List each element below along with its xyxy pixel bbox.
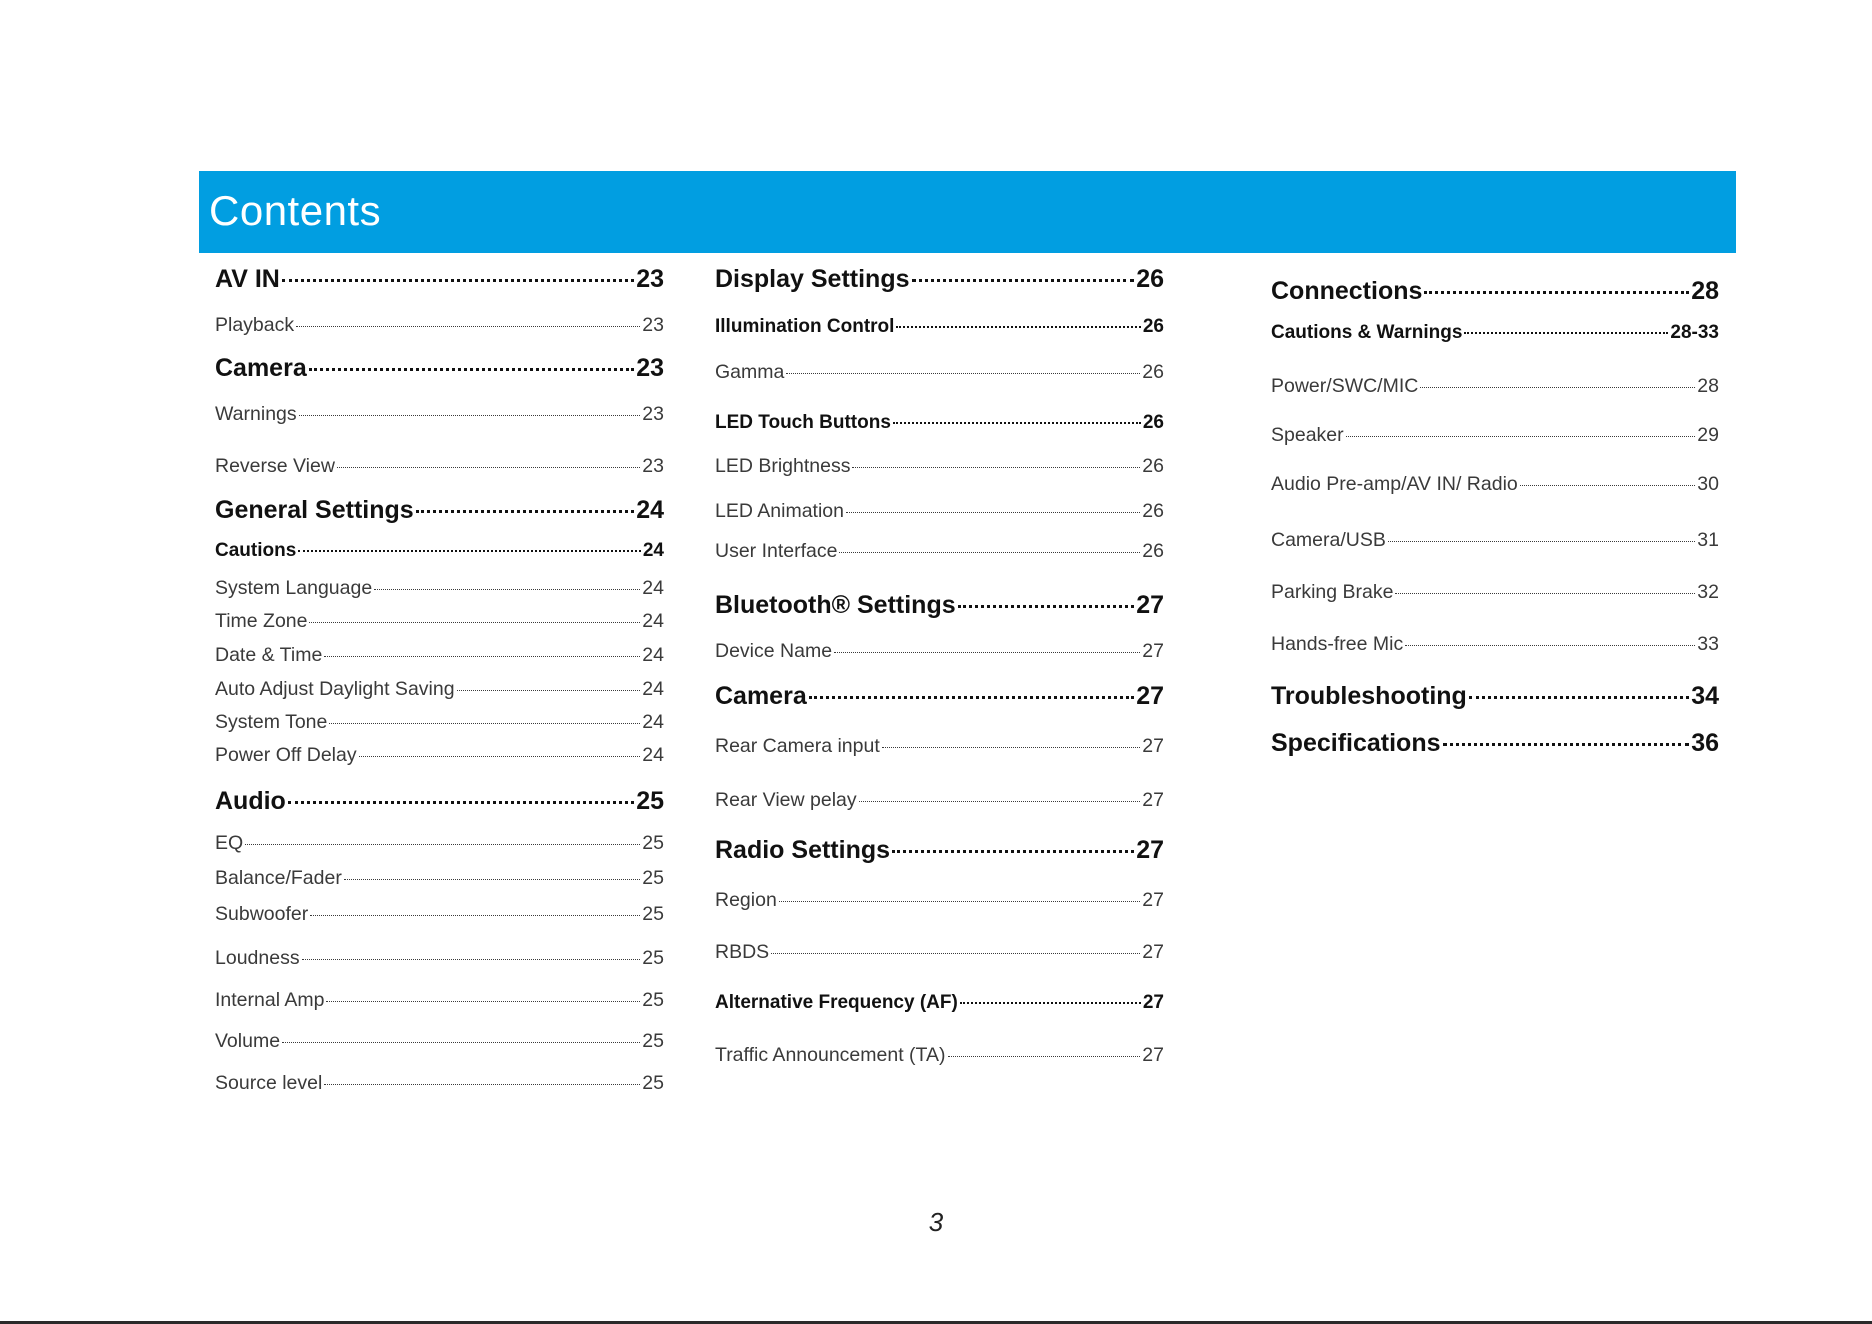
toc-entry-label: Region (715, 889, 777, 911)
toc-entry-page: 25 (642, 832, 664, 854)
toc-entry-page: 27 (1142, 889, 1164, 911)
toc-entry-label: Connections (1271, 277, 1423, 305)
toc-entry-page: 27 (1142, 1044, 1164, 1066)
toc-entry-page: 31 (1697, 529, 1719, 551)
toc-entry-page: 36 (1691, 729, 1719, 757)
toc-entry-page: 30 (1697, 473, 1719, 495)
toc-entry-label: Specifications (1271, 729, 1441, 757)
toc-entry-page: 25 (642, 947, 664, 969)
toc-entry-label: Illumination Control (715, 316, 895, 337)
dot-leader (457, 690, 641, 691)
toc-entry-page: 27 (1136, 682, 1164, 710)
toc-entry-page: 23 (636, 354, 664, 382)
dot-leader (337, 467, 640, 468)
toc-entry[interactable] (715, 735, 1164, 758)
toc-column-3 (1271, 265, 1719, 1095)
toc-entry-label: Troubleshooting (1271, 682, 1467, 710)
toc-entry-page: 33 (1697, 633, 1719, 655)
toc-entry-page: 28 (1691, 277, 1719, 305)
toc-entry[interactable] (715, 455, 1164, 478)
toc-entry-label: Display Settings (715, 265, 910, 293)
toc-entry-page: 26 (1142, 455, 1164, 477)
dot-leader (852, 467, 1140, 468)
dot-leader (1420, 387, 1695, 388)
toc-entry-label: Cautions & Warnings (1271, 322, 1463, 343)
toc-entry[interactable] (215, 711, 664, 734)
dot-leader (846, 512, 1140, 513)
toc-entry-page: 24 (642, 744, 664, 766)
toc-entry-page: 25 (642, 867, 664, 889)
toc-entry-label: Device Name (715, 640, 833, 662)
toc-entry-label: EQ (215, 832, 244, 854)
toc-entry-label: Gamma (715, 361, 785, 383)
dot-leader (309, 368, 634, 371)
dot-leader (1424, 291, 1689, 294)
toc-entry-label: Audio Pre-amp/AV IN/ Radio (1271, 473, 1518, 495)
dot-leader (1469, 696, 1689, 699)
toc-entry[interactable] (715, 789, 1164, 812)
toc-entry[interactable] (215, 540, 664, 562)
dot-leader (302, 959, 641, 960)
dot-leader (310, 915, 640, 916)
toc-entry[interactable] (715, 412, 1164, 434)
dot-leader (786, 373, 1140, 374)
toc-entry-label: Reverse View (215, 455, 335, 477)
dot-leader (896, 326, 1140, 328)
toc-entry[interactable] (715, 992, 1164, 1014)
toc-entry-page: 23 (642, 314, 664, 336)
toc-entry[interactable] (215, 644, 664, 667)
toc-entry-page: 25 (642, 1030, 664, 1052)
toc-entry[interactable] (215, 989, 664, 1012)
toc-entry-page: 24 (642, 610, 664, 632)
dot-leader (329, 723, 640, 724)
toc-entry-label: General Settings (215, 496, 414, 524)
toc-entry[interactable] (215, 678, 664, 701)
dot-leader (299, 415, 641, 416)
toc-entry[interactable] (1271, 682, 1719, 711)
toc-entry-page: 28 (1697, 375, 1719, 397)
dot-leader (296, 326, 640, 327)
dot-leader (416, 510, 635, 513)
toc-entry-label: Traffic Announcement (TA) (715, 1044, 946, 1066)
dot-leader (1405, 645, 1695, 646)
dot-leader (779, 901, 1141, 902)
dot-leader (809, 696, 1134, 699)
toc-entry[interactable] (715, 591, 1164, 620)
toc-entry-page: 27 (1142, 735, 1164, 757)
toc-entry-page: 27 (1142, 992, 1164, 1013)
toc-column-1 (215, 265, 664, 1095)
toc-entry-label: Volume (215, 1030, 281, 1052)
toc-entry[interactable] (215, 1030, 664, 1053)
toc-entry[interactable] (215, 455, 664, 478)
page-title: Contents (209, 187, 382, 234)
dot-leader (893, 422, 1141, 424)
toc-entry-page: 26 (1142, 500, 1164, 522)
dot-leader (958, 605, 1135, 608)
toc-entry[interactable] (1271, 581, 1719, 604)
toc-entry-page: 27 (1142, 789, 1164, 811)
dot-leader (1520, 485, 1696, 486)
toc-entry-label: LED Brightness (715, 455, 851, 477)
dot-leader (771, 953, 1140, 954)
dot-leader (282, 279, 634, 282)
toc-entry[interactable] (215, 354, 664, 383)
toc-entry[interactable] (1271, 322, 1719, 344)
toc-entry-label: AV IN (215, 265, 280, 293)
dot-leader (1388, 541, 1695, 542)
dot-leader (359, 756, 641, 757)
toc-entry[interactable] (215, 577, 664, 600)
dot-leader (324, 1084, 640, 1085)
toc-entry-page: 34 (1691, 682, 1719, 710)
toc-entry-label: LED Touch Buttons (715, 412, 891, 433)
toc-entry[interactable] (215, 314, 664, 337)
toc-entry[interactable] (215, 1072, 664, 1095)
dot-leader (245, 844, 640, 845)
dot-leader (1395, 593, 1695, 594)
dot-leader (298, 550, 641, 552)
dot-leader (834, 652, 1140, 653)
dot-leader (882, 747, 1141, 748)
toc-entry[interactable] (215, 744, 664, 767)
toc-entry[interactable] (715, 1044, 1164, 1067)
dot-leader (912, 279, 1135, 282)
dot-leader (948, 1056, 1141, 1057)
dot-leader (309, 622, 640, 623)
dot-leader (1464, 332, 1668, 334)
toc-entry[interactable] (1271, 529, 1719, 552)
toc-entry-page: 23 (642, 403, 664, 425)
toc-entry-page: 25 (636, 787, 664, 815)
toc-entry-label: System Tone (215, 711, 328, 733)
dot-leader (960, 1002, 1141, 1004)
toc-entry-page: 26 (1142, 540, 1164, 562)
toc-entry[interactable] (215, 610, 664, 633)
toc-entry[interactable] (1271, 375, 1719, 398)
toc-entry[interactable] (215, 947, 664, 970)
toc-entry-page: 26 (1142, 316, 1164, 337)
toc-entry-page: 29 (1697, 424, 1719, 446)
toc-entry-page: 32 (1697, 581, 1719, 603)
toc-entry-page: 24 (642, 540, 664, 561)
toc-entry-page: 24 (642, 644, 664, 666)
dot-leader (344, 879, 640, 880)
dot-leader (326, 1001, 640, 1002)
toc-entry-label: Parking Brake (1271, 581, 1394, 603)
dot-leader (839, 552, 1140, 553)
toc-entry-page: 26 (1142, 412, 1164, 433)
toc-entry-label: Warnings (215, 403, 297, 425)
toc-entry-page: 24 (642, 711, 664, 733)
toc-entry-page: 23 (642, 455, 664, 477)
toc-entry[interactable] (715, 889, 1164, 912)
contents-banner (199, 171, 1736, 253)
toc-entry-label: Radio Settings (715, 836, 891, 864)
toc-entry-label: Camera/USB (1271, 529, 1386, 551)
toc-entry-label: Balance/Fader (215, 867, 342, 889)
toc-entry-page: 24 (636, 496, 664, 524)
toc-entry-page: 27 (1142, 941, 1164, 963)
toc-entry[interactable] (215, 867, 664, 890)
toc-entry[interactable] (215, 832, 664, 855)
toc-entry[interactable] (715, 682, 1164, 711)
toc-entry[interactable] (215, 903, 664, 926)
toc-entry[interactable] (1271, 277, 1719, 306)
toc-entry-label: User Interface (715, 540, 838, 562)
toc-entry-page: 24 (642, 577, 664, 599)
toc-entry-label: Camera (215, 354, 307, 382)
toc-entry-page: 27 (1142, 640, 1164, 662)
toc-entry-label: Cautions (215, 540, 297, 561)
toc-column-2 (715, 265, 1164, 1095)
toc-entry[interactable] (715, 941, 1164, 964)
dot-leader (859, 801, 1141, 802)
toc-entry-page: 23 (636, 265, 664, 293)
dot-leader (892, 850, 1134, 853)
toc-entry[interactable] (715, 500, 1164, 523)
toc-entry-label: Bluetooth® Settings (715, 591, 956, 619)
toc-entry-page: 25 (642, 903, 664, 925)
toc-entry-label: LED Animation (715, 500, 844, 522)
toc-entry[interactable] (715, 265, 1164, 294)
toc-entry-page: 28-33 (1670, 322, 1719, 343)
toc-entry[interactable] (215, 496, 664, 525)
toc-entry-label: Alternative Frequency (AF) (715, 992, 958, 1013)
dot-leader (374, 589, 640, 590)
toc-entry-page: 26 (1136, 265, 1164, 293)
toc-entry[interactable] (1271, 729, 1719, 758)
toc-entry-label: Subwoofer (215, 903, 309, 925)
toc-entry-label: Auto Adjust Daylight Saving (215, 678, 455, 700)
toc-entry-page: 27 (1136, 591, 1164, 619)
toc-entry-label: Power Off Delay (215, 744, 357, 766)
dot-leader (1443, 743, 1690, 746)
toc-entry-page: 25 (642, 1072, 664, 1094)
dot-leader (288, 801, 634, 804)
toc-entry-label: Internal Amp (215, 989, 325, 1011)
toc-entry-label: Loudness (215, 947, 300, 969)
toc-entry[interactable] (715, 540, 1164, 563)
toc-entry[interactable] (1271, 473, 1719, 496)
toc-entry-label: Source level (215, 1072, 323, 1094)
toc-entry-page: 24 (642, 678, 664, 700)
dot-leader (324, 656, 640, 657)
toc-entry-page: 26 (1142, 361, 1164, 383)
toc-entry[interactable] (715, 640, 1164, 663)
toc-entry[interactable] (1271, 633, 1719, 656)
toc-entry[interactable] (715, 836, 1164, 865)
toc-entry-page: 27 (1136, 836, 1164, 864)
toc-entry-label: Camera (715, 682, 807, 710)
toc-entry[interactable] (1271, 424, 1719, 447)
toc-entry-label: Playback (215, 314, 295, 336)
toc-entry[interactable] (215, 403, 664, 426)
dot-leader (1346, 436, 1696, 437)
toc-entry-page: 25 (642, 989, 664, 1011)
toc-entry-label: System Language (215, 577, 373, 599)
toc-entry-label: Hands-free Mic (1271, 633, 1404, 655)
toc-entry-label: Time Zone (215, 610, 308, 632)
toc-entry[interactable] (215, 787, 664, 816)
toc-entry-label: Speaker (1271, 424, 1344, 446)
toc-entry[interactable] (715, 361, 1164, 384)
dot-leader (282, 1042, 640, 1043)
page-number: 3 (928, 1207, 944, 1237)
toc-entry[interactable] (715, 316, 1164, 338)
toc-entry-label: Power/SWC/MIC (1271, 375, 1419, 397)
toc-entry[interactable] (215, 265, 664, 294)
toc-entry-label: Audio (215, 787, 286, 815)
toc-entry-label: Date & Time (215, 644, 323, 666)
toc-entry-label: Rear Camera input (715, 735, 880, 757)
toc-entry-label: RBDS (715, 941, 770, 963)
toc-entry-label: Rear View pelay (715, 789, 857, 811)
